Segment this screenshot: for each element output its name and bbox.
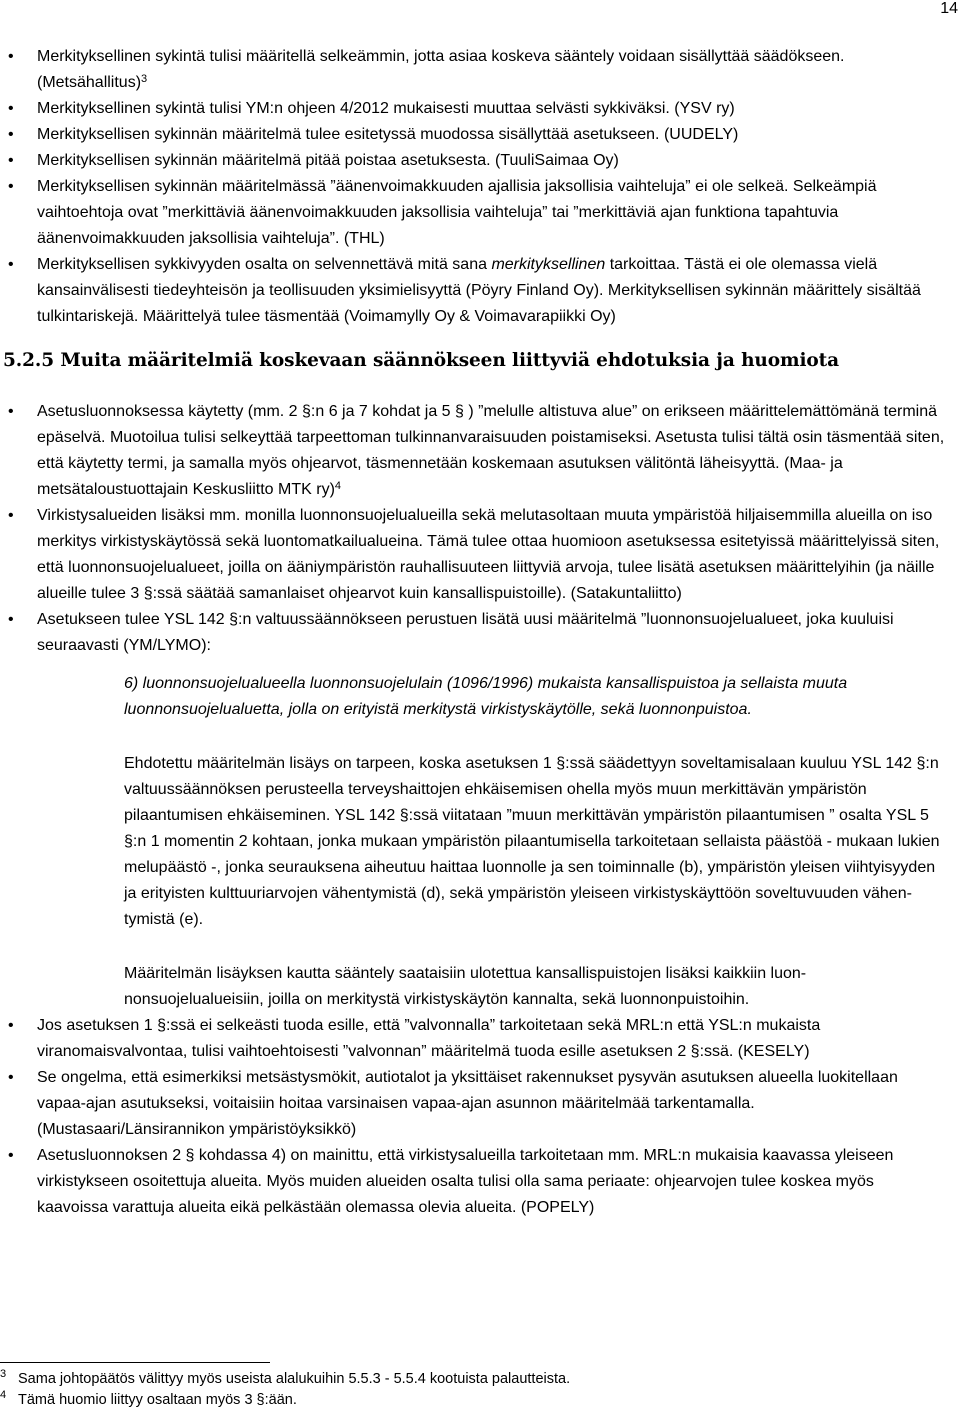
list-item: • Se ongelma, että esimerkiksi metsästysmökit, autiotalot ja yksittäiset rakennukset pysyvän asutuksen alueella luokitellaan vapaa-ajan asutukseksi, voitaisiin hoitaa varsinaisen vapaa-ajan asunnon määritelmää tarkentamalla. (Mustasaari/Länsirannikon ympäristöyksikkö) — [37, 1065, 945, 1143]
footnote: 4 Tämä huomio liittyy osaltaan myös 3 §:ään. — [0, 1389, 297, 1408]
list-item: • Asetusluonnoksen 2 § kohdassa 4) on mainittu, että virkistysalueilla tarkoitetaan mm. MRL:n mukaisia kaavassa yleiseen virkistykseen osoitettuja alueita. Myös muiden alueiden osalta tulisi olla sama periaate: ohjearvojen tulee koskea myös kaavoissa varattuja alueita eikä pelkästään olemassa olevia alueita. (POPELY) — [37, 1143, 945, 1221]
bullet-icon: • — [8, 1069, 14, 1086]
explanation-paragraph-2: Määritelmän lisäyksen kautta sääntely saataisiin ulotettua kansallispuistojen lisäksi kaikkiin luonnonsuojelualueisiin, joilla on merkitystä virkistyskäytön kannalta, sekä luonnonpuistoihin. — [124, 965, 807, 1008]
bullet-icon: • — [8, 48, 14, 65]
bullet-icon: • — [8, 152, 14, 169]
list-item: • Jos asetuksen 1 §:ssä ei selkeästi tuoda esille, että ”valvonnalla” tarkoitetaan sekä MRL:n että YSL:n mukaista viranomaisvalvontaa, tulisi vaihtoehtoisesti ”valvonnan” määritelmä tuoda esille asetuksen 2 §:ssä. (KESELY) — [37, 1013, 945, 1065]
section-heading: 5.2.5 Muita määritelmiä koskevaan säännökseen liittyviä ehdotuksia ja huomiota — [3, 350, 839, 371]
quoted-definition: 6) luonnonsuojelualueella luonnonsuojelulain (1096/1996) mukaista kansallispuistoa ja sellaista muuta luonnonsuojelualuetta, jolla on erityistä merkitystä virkistyskäytölle, sekä luonnonpuistoa. — [124, 675, 848, 718]
bullet-icon: • — [8, 126, 14, 143]
list-item: • Merkityksellinen sykintä tulisi määritellä selkeämmin, jotta asiaa koskeva sääntely voidaan sisällyttää säädökseen. (Metsähallitus)$^3$ — [37, 44, 945, 96]
bullet-icon: • — [8, 611, 14, 628]
bullet-icon: • — [8, 507, 14, 524]
footnote-ref: 4 — [334, 480, 342, 492]
list-item: • Asetusluonnoksessa käytetty (mm. 2 §:n 6 ja 7 kohdat ja 5 § ) ”melulle altistuva alue” on erikseen määrittelemättömänä terminä epäselvä. Muotoilua tulisi selkeyttää tarpeettoman tulkinnanvaraisuuden poistamiseksi. Asetusta tulisi tältä osin täsmentää siten, että käytetty termi, ja samalla myös ohjearvot, täsmennetään koskemaan asutuksen välitöntä läheisyyttä. (Maa- ja metsätaloustuottajain Keskusliitto MTK ry)$^4$ — [37, 399, 945, 503]
footnote-ref: 3 — [141, 73, 148, 85]
list-item: • Merkityksellisen sykinnän määritelmä pitää poistaa asetuksesta. (TuuliSaimaa Oy) — [37, 148, 945, 174]
page-content — [0, 44, 960, 1221]
list-item: • Merkityksellisen sykkivyyden osalta on selvennettävä mitä sana merkityksellinen tarkoittaa. Tästä ei ole olemassa vielä kansainvälisesti tiedeyhteisön ja teollisuuden yksimielisyyttä (Pöyry Finland Oy). Merkityksellisen sykinnän määrittely sisältää tulkintariskejä. Määrittelyä tulee täsmentää (Voimamylly Oy & Voimavarapiikki Oy) — [37, 252, 945, 330]
bullet-icon: • — [8, 1017, 14, 1034]
bullet-icon: • — [8, 178, 14, 195]
bullet-list-other — [0, 1013, 960, 1221]
bullet-list-sykinta — [0, 44, 960, 330]
page-number: 14 — [940, 0, 958, 17]
list-item: • Merkityksellisen sykinnän määritelmässä ”äänenvoimakkuuden ajallisia jaksollisia vaihteluja” ei ole selkeä. Selkeämpiä vaihtoehtoja ovat ”merkittäviä äänenvoimakkuuden jaksollisia vaihteluja” tai ”merkittäviä ajan funktiona tapahtuvia äänenvoimakkuuden jaksollisia vaihteluja”. (THL) — [37, 174, 945, 252]
bullet-icon: • — [8, 403, 14, 420]
bullet-icon: • — [8, 100, 14, 117]
list-item: • Merkityksellinen sykintä tulisi YM:n ohjeen 4/2012 mukaisesti muuttaa selvästi sykkiväksi. (YSV ry) — [37, 96, 945, 122]
explanation-paragraph: Ehdotettu määritelmän lisäys on tarpeen, koska asetuksen 1 §:ssä säädettyyn soveltamisalaan kuuluu YSL 142 §:n valtuussäännöksen perusteella terveyshaittojen ehkäisemisen ohella myös muun merkittävän ympäristön pilaantumisen ehkäiseminen. YSL 142 §:ssä viitataan ”muun merkittävän ympäristön pilaantumisen ” osalta YSL 5 §:n 1 momentin 2 kohtaan, jonka mukaan ympäristön pilaantumisella tarkoitetaan sellaista päästöä - mukaan lukien melupäästö -, jonka seurauksena aiheutuu haittaa luonnolle ja sen toiminnalle (b), ympäristön yleisen viihtyisyyden ja erityisten kulttuuriarvojen vähentymistä (d), sekä ympäristön yleiseen virkistyskäyttöön soveltuvuuden vähentymistä (e). — [124, 755, 940, 928]
list-item: • Asetukseen tulee YSL 142 §:n valtuussäännökseen perustuen lisätä uusi määritelmä ”luonnonsuojelualueet, joka kuuluisi seuraavasti (YM/LYMO): — [37, 607, 945, 659]
bullet-icon: • — [8, 1147, 14, 1164]
list-item: • Virkistysalueiden lisäksi mm. monilla luonnonsuojelualueilla sekä melutasoltaan muuta ympäristöä hiljaisemmilla alueilla on iso merkitys virkistyskäytössä sekä luontomatkailualueina. Tämä tulee ottaa huomioon asetuksessa esitetyissä määrittelyissä siten, että luonnonsuojelualueet, joilla on ääniympäristön rauhallisuuteen liittyviä arvoja, tulee lisätä asetuksen määrittelyihin (ja näille alueille tulee 3 §:ssä säätää samanlaiset ohjearvot kuin kansallispuistoille). (Satakuntaliitto) — [37, 503, 945, 607]
list-item: • Merkityksellisen sykinnän määritelmä tulee esitetyssä muodossa sisällyttää asetukseen. (UUDELY) — [37, 122, 945, 148]
footnote: 3 Sama johtopäätös välittyy myös useista alalukuihin 5.5.3 - 5.5.4 kootuista palautteista. — [0, 1368, 571, 1387]
bullet-list-definitions — [0, 399, 960, 659]
bullet-icon: • — [8, 256, 14, 273]
footnotes — [0, 1362, 960, 1411]
footnote-divider — [0, 1362, 270, 1363]
